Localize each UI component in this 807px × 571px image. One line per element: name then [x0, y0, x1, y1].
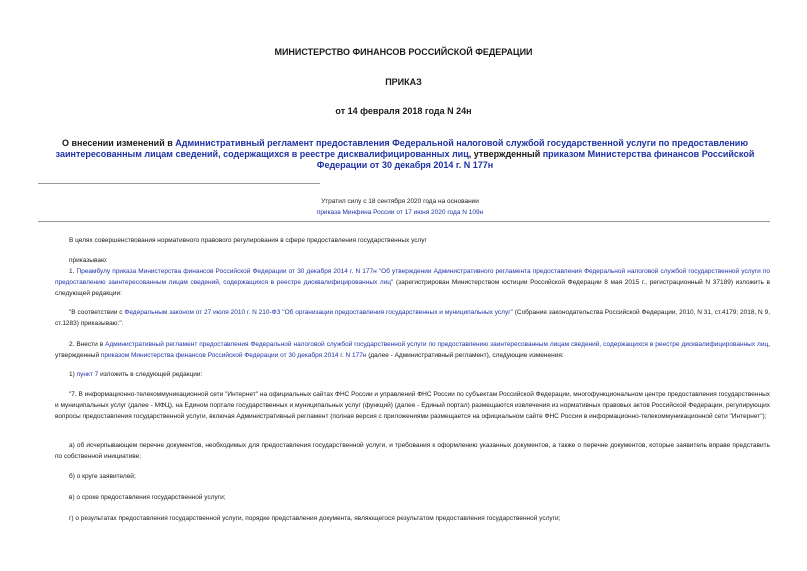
order-word: приказываю:: [69, 257, 108, 264]
intro-paragraph: В целях совершенствования нормативного правового регулирования в сфере предоставления государственных услуг: [69, 237, 427, 244]
p2-text-c: (далее - Административный регламент), следующие изменения:: [366, 352, 564, 359]
divider-top: [38, 183, 320, 184]
p2-text-b: , утвержденный: [55, 341, 770, 359]
status-line: Утратил силу с 18 сентября 2020 года на основании: [321, 198, 479, 205]
title-link-order[interactable]: приказом Министерства финансов Российской Федерации от 30 декабря 2014 г. N 177н: [316, 149, 755, 170]
divider-bottom: [38, 221, 770, 222]
p2-link-regulation[interactable]: Административный регламент предоставления Федеральной налоговой службой государственной услуги по предоставлению заинтересованным лицам сведений, содержащихся в реестре дисквалифицированных лиц: [105, 341, 769, 348]
item-a: а) об исчерпывающем перечне документов, необходимых для предоставления государственной услуги, и требования к оформлению указанных документов, а также о перечне документов, которые заявитель вправе представить по собственной инициативе;: [55, 442, 770, 460]
status-link[interactable]: приказа Минфина России от 17 июня 2020 года N 109н: [316, 209, 484, 216]
quote-text-a: "В соответствии с: [69, 309, 125, 316]
quote-text-b: (Собрание законодательства Российской Федерации, 2010, N 31, ст.4179; 2018, N 9, ст.1283) приказываю:".: [55, 309, 770, 327]
title-text-1: О внесении изменений в: [61, 138, 176, 148]
p2-link-order[interactable]: приказом Министерства финансов Российской Федерации от 30 декабря 2014 г. N 177н: [100, 352, 367, 359]
item-g: г) о результатах предоставления государственной услуги, порядке представления документа, являющегося результатом предоставления государственной услуги;: [69, 515, 561, 522]
item-v: в) о сроке предоставления государственной услуги;: [69, 494, 226, 501]
p1-link-preamble[interactable]: Преамбулу: [76, 268, 111, 275]
s1-text-b: изложить в следующей редакции:: [98, 371, 203, 378]
quote-link-law[interactable]: Федеральным законом от 27 июля 2010 г. N 210-ФЗ "Об организации предоставления государственных и муниципальных услуг": [124, 309, 513, 316]
paragraph-7: "7. В информационно-телекоммуникационной сети "Интернет" на официальных сайтах ФНС России и управлений ФНС России по субъектам Российской Федерации, многофункциональном центре предоставления государственных и муниципальных услуг (далее - МФЦ), на Едином портале государственных и муниципальных услуг (функций) (далее - Единый портал) размещаются извлечения из нормативных правовых актов Российской Федерации, регулирующих вопросы предоставления государственной услуги, включая Административный регламент (полная версия с приложениями размещается на официальном сайте ФНС России в информационно-телекоммуникационной сети "Интернет");: [55, 391, 770, 420]
p1-link-order[interactable]: приказа Министерства финансов Российской Федерации от 30 декабря 2014 г. N 177н "Об утверждении Административного регламента предоставления Федеральной налоговой службой государственной услуги по предоставлению заинтересованным лицам сведений, содержащихся в реестре дисквалифицированных лиц": [55, 268, 770, 286]
paragraph-1: [55, 266, 770, 299]
paragraph-2: [55, 339, 770, 361]
ministry-heading: МИНИСТЕРСТВО ФИНАНСОВ РОССИЙСКОЙ ФЕДЕРАЦИИ: [274, 47, 533, 57]
title-link-regulation[interactable]: Административный регламент предоставления Федеральной налоговой службой государственной услуги по предоставлению заинтересованным лицам сведений, содержащихся в реестре дисквалифицированных лиц: [55, 138, 749, 159]
document-title: [55, 138, 755, 171]
p1-text-a: 1.: [69, 268, 77, 275]
title-text-2: , утвержденный: [468, 149, 543, 159]
quote-paragraph: [55, 307, 770, 329]
status-note: [300, 196, 500, 218]
p1-text-c: (зарегистрирован Министерством юстиции Российской Федерации 8 мая 2015 г., регистрационный N 37189) изложить в следующей редакции:: [55, 279, 770, 297]
s1-text-a: 1): [69, 371, 77, 378]
date-number-heading: от 14 февраля 2018 года N 24н: [335, 106, 472, 116]
item-b: б) о круге заявителей;: [69, 473, 136, 480]
doc-type-heading: ПРИКАЗ: [385, 77, 422, 87]
subitem-1: [55, 369, 770, 380]
p2-text-a: 2. Внести в: [69, 341, 106, 348]
s1-link-item7[interactable]: пункт 7: [76, 371, 99, 378]
